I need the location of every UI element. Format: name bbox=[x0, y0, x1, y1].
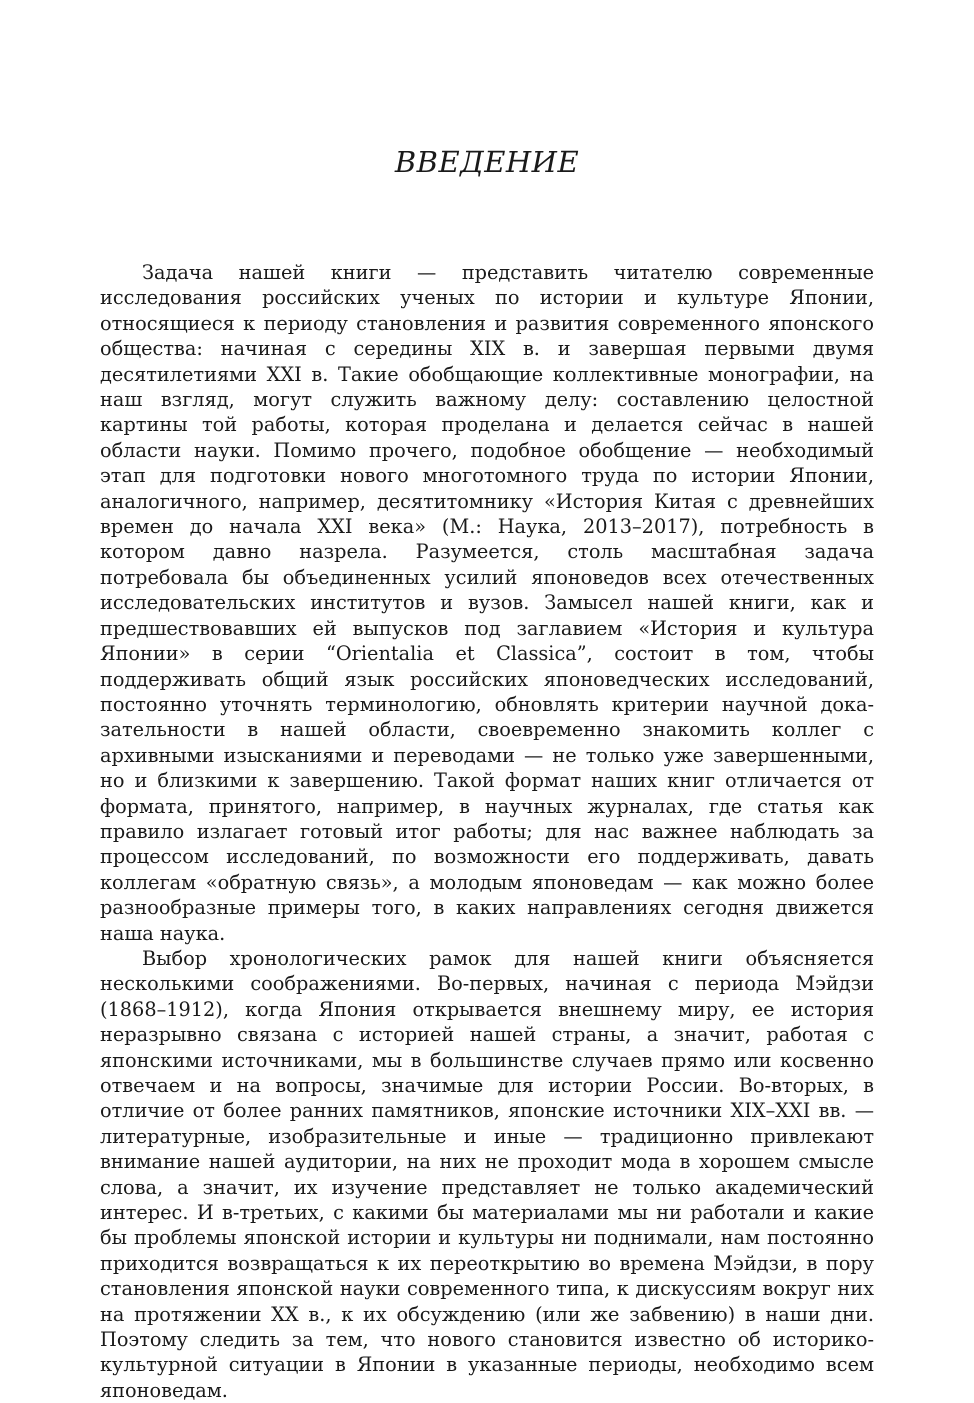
paragraph-1: Задача нашей книги — представить читателю современные исследования российских ученых по истории и культуре Японии, относящиеся к периоду становления и развития современного японского общества: начиная с середины XIX в. и завершая первыми двумя десятилетиями XXI в. Такие обобщающие коллективные монографии, на наш взгляд, могут служить важному делу: составлению целостной картины той работы, которая проделана и делается сейчас в нашей области науки. Помимо прочего, подобное обобщение — необходимый этап для подготовки нового многотомного труда по истории Японии, аналогичного, например, десятитомнику «История Китая с древнейших времен до начала XXI века» (М.: Наука, 2013–2017), потребность в котором давно назрела. Разумеется, столь масштабная задача потребовала бы объединенных усилий японоведов всех отечественных исследовательских институтов и вузов. Замысел нашей книги, как и предшествовавших ей выпусков под заглавием «История и культура Японии» в серии “Orientalia et Classica”, состоит в том, чтобы поддерживать общий язык российских японоведческих исследований, постоянно уточнять терминологию, обновлять критерии научной доказательности в нашей области, своевременно знакомить коллег с архивными изысканиями и переводами — не только уже завершенными, но и близкими к завершению. Такой формат наших книг отличается от формата, принятого, например, в научных журналах, где статья как правило излагает готовый итог работы; для нас важнее наблюдать за процессом исследований, по возможности его поддерживать, давать коллегам «обратную связь», а молодым японоведам — как можно более разнообразные примеры того, в каких направлениях сегодня движется наша наука. bbox=[100, 261, 874, 945]
chapter-heading: ВВЕДЕНИЕ bbox=[394, 145, 580, 179]
paragraph-2: Выбор хронологических рамок для нашей книги объясняется несколькими соображениями. Во-первых, начиная с периода Мэйдзи (1868–1912), когда Япония открывается внешнему миру, ее история неразрывно связана с историей нашей страны, а значит, работая с японскими источниками, мы в большинстве случаев прямо или косвенно отвечаем и на вопросы, значимые для истории России. Во-вторых, в отличие от более ранних памятников, японские источники XIX–XXI вв. — литературные, изобразительные и иные — традиционно привлекают внимание нашей аудитории, на них не проходит мода в хорошем смысле слова, а значит, их изучение представляет не только академический интерес. И в-третьих, с какими бы материалами мы ни работали и какие бы проблемы японской истории и культуры ни поднимали, нам постоянно приходится возвращаться к их переоткрытию во времена Мэйдзи, в пору становления японской науки современного типа, к дискуссиям вокруг них на протяжении XX в., к их обсуждению (или же забвению) в наши дни. Поэтому следить за тем, что нового становится известно об историко-культурной ситуации в Японии в указанные периоды, необходимо всем японоведам. bbox=[100, 946, 874, 1402]
body-text bbox=[100, 260, 874, 1403]
